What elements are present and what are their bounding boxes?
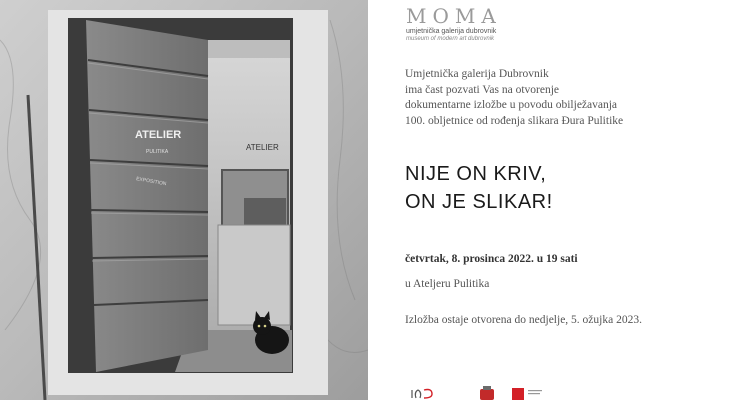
invitation-intro [405, 67, 725, 129]
event-venue: u Ateljeru Pulitika [405, 278, 490, 290]
door-sign-text: EXPOSITION [135, 176, 167, 188]
ministry-logo-icon [512, 388, 542, 400]
intro-line: Umjetnička galerija Dubrovnik [405, 68, 549, 80]
sponsor-logos [410, 384, 610, 400]
logo-name-english: museum of modern art dubrovnik [406, 36, 495, 42]
exhibition-title [405, 160, 553, 216]
door-pulitika-text: PULITIKA [146, 149, 169, 155]
exhibition-closing-note: Izložba ostaje otvorena do nedjelje, 5. ožujka 2023. [405, 314, 642, 326]
intro-line: ima čast pozvati Vas na otvorenje [405, 83, 560, 96]
logo-name-croatian: umjetnička galerija dubrovnik [406, 28, 497, 35]
intro-line: 100. obljetnice od rođenja slikara Đura Pulitike [405, 114, 624, 127]
intro-line: dokumentarne izložbe u povodu obilježavanja [405, 99, 618, 111]
invitation-panel [368, 0, 735, 400]
gallery-logo [406, 6, 502, 43]
title-line: ON JE SLIKAR! [405, 191, 553, 213]
door-atelier-text: ATELIER [135, 129, 182, 141]
partner-logo-icon [412, 390, 432, 399]
wall-atelier-text: ATELIER [246, 143, 279, 152]
event-date: četvrtak, 8. prosinca 2022. u 19 sati [405, 253, 578, 265]
title-line: NIJE ON KRIV, [405, 163, 547, 185]
moma-logo-mark: MOMA [406, 4, 502, 28]
city-coat-of-arms-icon [480, 386, 494, 400]
